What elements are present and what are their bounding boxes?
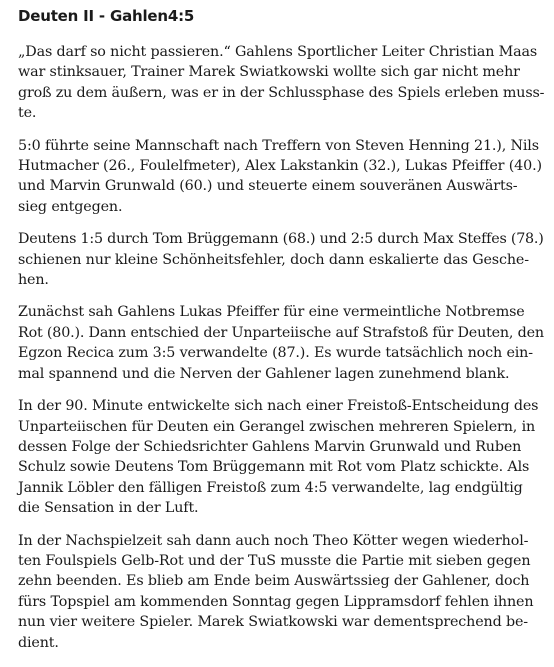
paragraph-line: hen. — [18, 272, 49, 289]
paragraph-line: schienen nur kleine Schönheitsfehler, doch dann eskalierte das Gesche- — [18, 251, 529, 268]
paragraph-line: te. — [18, 105, 37, 122]
paragraph-line: In der 90. Minute entwickelte sich nach einer Freistoß-Entscheidung des — [18, 398, 539, 415]
paragraph-3 — [18, 229, 544, 290]
paragraph-6 — [18, 531, 544, 653]
paragraph-line: dessen Folge der Schiedsrichter Gahlens Marvin Grunwald und Ruben — [18, 438, 522, 455]
paragraph-line: Schulz sowie Deutens Tom Brüggemann mit Rot vom Platz schickte. Als — [18, 459, 530, 476]
paragraph-line: zehn beenden. Es blieb am Ende beim Auswärtssieg der Gahlener, doch — [18, 573, 530, 590]
paragraph-line: In der Nachspielzeit sah dann auch noch Theo Kötter wegen wiederhol- — [18, 532, 529, 549]
paragraph-line: nun vier weitere Spieler. Marek Swiatkowski war dementsprechend be- — [18, 614, 528, 631]
paragraph-line: Jannik Löbler den fälligen Freistoß zum 4:5 verwandelte, lag endgültig — [18, 479, 523, 496]
paragraph-line: ten Foulspiels Gelb-Rot und der TuS musste die Partie mit sieben gegen — [18, 552, 531, 569]
paragraph-line: Zunächst sah Gahlens Lukas Pfeiffer für eine vermeintliche Notbremse — [18, 304, 525, 321]
paragraph-line: war stinksauer, Trainer Marek Swiatkowski wollte sich gar nicht mehr — [18, 64, 520, 81]
paragraph-4 — [18, 302, 544, 384]
paragraph-5 — [18, 396, 544, 518]
paragraph-line: fürs Topspiel am kommenden Sonntag gegen Lippramsdorf fehlen ihnen — [18, 593, 534, 610]
paragraph-line: „Das darf so nicht passieren.“ Gahlens Sportlicher Leiter Christian Maas — [18, 44, 538, 60]
paragraph-1 — [18, 42, 544, 124]
paragraph-line: mal spannend und die Nerven der Gahlener lagen zunehmend blank. — [18, 365, 510, 382]
paragraph-line: Deutens 1:5 durch Tom Brüggemann (68.) und 2:5 durch Max Steffes (78.) — [18, 231, 544, 248]
paragraph-2 — [18, 136, 544, 218]
paragraph-line: dient. — [18, 634, 59, 651]
paragraph-line: Egzon Recica zum 3:5 verwandelte (87.). Es wurde tatsächlich noch ein- — [18, 345, 533, 362]
paragraph-line: Hutmacher (26., Foulelfmeter), Alex Lakstankin (32.), Lukas Pfeiffer (40.) — [18, 158, 542, 175]
paragraph-line: und Marvin Grunwald (60.) und steuerte einem souveränen Auswärts- — [18, 178, 518, 195]
paragraph-line: Rot (80.). Dann entschied der Unparteiische auf Strafstoß für Deuten, den — [18, 324, 544, 341]
paragraph-line: sieg entgegen. — [18, 198, 123, 215]
paragraph-line: groß zu dem äußern, was er in der Schlussphase des Spiels erleben muss- — [18, 84, 545, 101]
article-headline: Deuten II - Gahlen4:5 — [18, 7, 195, 25]
paragraph-line: die Sensation in der Luft. — [18, 500, 199, 517]
paragraph-line: Unparteiischen für Deuten ein Gerangel zwischen mehreren Spielern, in — [18, 418, 536, 435]
paragraph-line: 5:0 führte seine Mannschaft nach Treffern von Steven Henning 21.), Nils — [18, 137, 539, 154]
